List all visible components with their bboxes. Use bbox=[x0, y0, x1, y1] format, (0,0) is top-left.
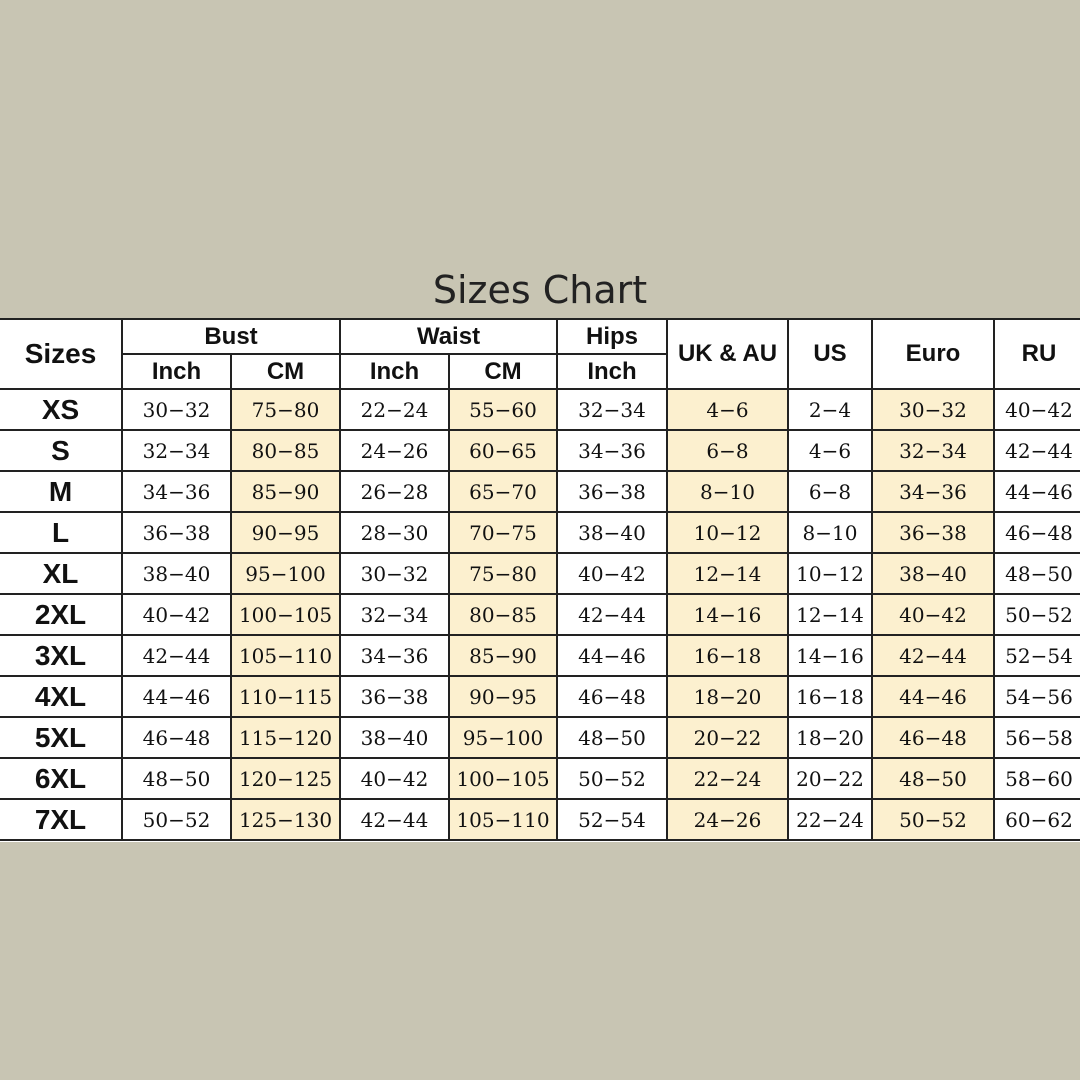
cell-bust-inch: 40−42 bbox=[122, 594, 231, 635]
table-row bbox=[0, 635, 1080, 676]
header-us: US bbox=[788, 319, 872, 389]
cell-euro: 36−38 bbox=[872, 512, 994, 553]
cell-euro: 44−46 bbox=[872, 676, 994, 717]
cell-uk-au: 18−20 bbox=[667, 676, 788, 717]
header-waist-cm: CM bbox=[449, 354, 557, 389]
cell-ru: 60−62 bbox=[994, 799, 1080, 840]
cell-bust-cm: 120−125 bbox=[231, 758, 340, 799]
cell-hips-inch: 42−44 bbox=[557, 594, 667, 635]
cell-uk-au: 22−24 bbox=[667, 758, 788, 799]
cell-euro: 48−50 bbox=[872, 758, 994, 799]
cell-us: 8−10 bbox=[788, 512, 872, 553]
cell-bust-inch: 38−40 bbox=[122, 553, 231, 594]
cell-size: 6XL bbox=[0, 758, 122, 799]
cell-bust-cm: 110−115 bbox=[231, 676, 340, 717]
cell-waist-cm: 90−95 bbox=[449, 676, 557, 717]
cell-waist-inch: 26−28 bbox=[340, 471, 449, 512]
cell-waist-inch: 24−26 bbox=[340, 430, 449, 471]
cell-us: 14−16 bbox=[788, 635, 872, 676]
cell-waist-inch: 28−30 bbox=[340, 512, 449, 553]
cell-hips-inch: 40−42 bbox=[557, 553, 667, 594]
header-sizes: Sizes bbox=[0, 319, 122, 389]
cell-us: 4−6 bbox=[788, 430, 872, 471]
cell-uk-au: 16−18 bbox=[667, 635, 788, 676]
cell-us: 6−8 bbox=[788, 471, 872, 512]
table-row bbox=[0, 799, 1080, 840]
cell-size: 2XL bbox=[0, 594, 122, 635]
cell-euro: 50−52 bbox=[872, 799, 994, 840]
cell-ru: 50−52 bbox=[994, 594, 1080, 635]
cell-bust-cm: 90−95 bbox=[231, 512, 340, 553]
cell-ru: 48−50 bbox=[994, 553, 1080, 594]
table-row bbox=[0, 512, 1080, 553]
table-row bbox=[0, 389, 1080, 430]
cell-hips-inch: 34−36 bbox=[557, 430, 667, 471]
cell-waist-cm: 105−110 bbox=[449, 799, 557, 840]
cell-bust-cm: 80−85 bbox=[231, 430, 340, 471]
cell-bust-inch: 46−48 bbox=[122, 717, 231, 758]
table-row bbox=[0, 553, 1080, 594]
cell-us: 16−18 bbox=[788, 676, 872, 717]
cell-euro: 46−48 bbox=[872, 717, 994, 758]
cell-ru: 52−54 bbox=[994, 635, 1080, 676]
cell-waist-cm: 55−60 bbox=[449, 389, 557, 430]
cell-uk-au: 8−10 bbox=[667, 471, 788, 512]
cell-bust-inch: 50−52 bbox=[122, 799, 231, 840]
header-ru: RU bbox=[994, 319, 1080, 389]
cell-hips-inch: 48−50 bbox=[557, 717, 667, 758]
cell-us: 18−20 bbox=[788, 717, 872, 758]
cell-uk-au: 10−12 bbox=[667, 512, 788, 553]
cell-uk-au: 6−8 bbox=[667, 430, 788, 471]
cell-bust-inch: 30−32 bbox=[122, 389, 231, 430]
cell-waist-inch: 40−42 bbox=[340, 758, 449, 799]
header-bust: Bust bbox=[122, 319, 340, 354]
cell-hips-inch: 36−38 bbox=[557, 471, 667, 512]
cell-hips-inch: 46−48 bbox=[557, 676, 667, 717]
cell-size: 7XL bbox=[0, 799, 122, 840]
cell-ru: 44−46 bbox=[994, 471, 1080, 512]
cell-waist-cm: 80−85 bbox=[449, 594, 557, 635]
cell-euro: 38−40 bbox=[872, 553, 994, 594]
cell-bust-inch: 48−50 bbox=[122, 758, 231, 799]
cell-waist-inch: 34−36 bbox=[340, 635, 449, 676]
cell-uk-au: 20−22 bbox=[667, 717, 788, 758]
table-row bbox=[0, 676, 1080, 717]
cell-waist-inch: 32−34 bbox=[340, 594, 449, 635]
cell-waist-cm: 85−90 bbox=[449, 635, 557, 676]
cell-waist-inch: 30−32 bbox=[340, 553, 449, 594]
cell-bust-inch: 36−38 bbox=[122, 512, 231, 553]
table-row bbox=[0, 758, 1080, 799]
cell-hips-inch: 38−40 bbox=[557, 512, 667, 553]
cell-euro: 42−44 bbox=[872, 635, 994, 676]
cell-us: 2−4 bbox=[788, 389, 872, 430]
table-row bbox=[0, 471, 1080, 512]
cell-hips-inch: 32−34 bbox=[557, 389, 667, 430]
cell-waist-inch: 22−24 bbox=[340, 389, 449, 430]
cell-bust-cm: 85−90 bbox=[231, 471, 340, 512]
cell-waist-cm: 70−75 bbox=[449, 512, 557, 553]
cell-waist-cm: 75−80 bbox=[449, 553, 557, 594]
chart-title: Sizes Chart bbox=[432, 268, 648, 312]
table-row bbox=[0, 717, 1080, 758]
cell-uk-au: 12−14 bbox=[667, 553, 788, 594]
cell-bust-inch: 42−44 bbox=[122, 635, 231, 676]
cell-euro: 34−36 bbox=[872, 471, 994, 512]
cell-waist-cm: 100−105 bbox=[449, 758, 557, 799]
cell-waist-cm: 95−100 bbox=[449, 717, 557, 758]
cell-ru: 46−48 bbox=[994, 512, 1080, 553]
cell-waist-inch: 36−38 bbox=[340, 676, 449, 717]
header-hips-inch: Inch bbox=[557, 354, 667, 389]
header-waist: Waist bbox=[340, 319, 557, 354]
cell-bust-cm: 75−80 bbox=[231, 389, 340, 430]
cell-euro: 30−32 bbox=[872, 389, 994, 430]
cell-uk-au: 14−16 bbox=[667, 594, 788, 635]
header-bust-cm: CM bbox=[231, 354, 340, 389]
cell-bust-inch: 34−36 bbox=[122, 471, 231, 512]
cell-size: 3XL bbox=[0, 635, 122, 676]
cell-waist-cm: 60−65 bbox=[449, 430, 557, 471]
size-table-container bbox=[0, 318, 1080, 842]
cell-size: L bbox=[0, 512, 122, 553]
cell-ru: 54−56 bbox=[994, 676, 1080, 717]
header-euro: Euro bbox=[872, 319, 994, 389]
cell-waist-cm: 65−70 bbox=[449, 471, 557, 512]
cell-us: 20−22 bbox=[788, 758, 872, 799]
cell-size: 5XL bbox=[0, 717, 122, 758]
cell-euro: 40−42 bbox=[872, 594, 994, 635]
cell-euro: 32−34 bbox=[872, 430, 994, 471]
size-rows bbox=[0, 389, 1080, 840]
cell-ru: 56−58 bbox=[994, 717, 1080, 758]
cell-uk-au: 24−26 bbox=[667, 799, 788, 840]
cell-bust-inch: 44−46 bbox=[122, 676, 231, 717]
header-hips: Hips bbox=[557, 319, 667, 354]
cell-bust-cm: 115−120 bbox=[231, 717, 340, 758]
cell-size: M bbox=[0, 471, 122, 512]
cell-waist-inch: 42−44 bbox=[340, 799, 449, 840]
cell-uk-au: 4−6 bbox=[667, 389, 788, 430]
cell-size: S bbox=[0, 430, 122, 471]
header-row-group bbox=[0, 319, 1080, 354]
size-table bbox=[0, 318, 1080, 841]
cell-ru: 42−44 bbox=[994, 430, 1080, 471]
cell-size: 4XL bbox=[0, 676, 122, 717]
cell-waist-inch: 38−40 bbox=[340, 717, 449, 758]
header-waist-inch: Inch bbox=[340, 354, 449, 389]
header-uk-au: UK & AU bbox=[667, 319, 788, 389]
cell-ru: 40−42 bbox=[994, 389, 1080, 430]
cell-bust-inch: 32−34 bbox=[122, 430, 231, 471]
cell-us: 12−14 bbox=[788, 594, 872, 635]
cell-bust-cm: 95−100 bbox=[231, 553, 340, 594]
cell-bust-cm: 100−105 bbox=[231, 594, 340, 635]
cell-hips-inch: 44−46 bbox=[557, 635, 667, 676]
header-bust-inch: Inch bbox=[122, 354, 231, 389]
cell-us: 22−24 bbox=[788, 799, 872, 840]
cell-size: XL bbox=[0, 553, 122, 594]
table-row bbox=[0, 430, 1080, 471]
cell-us: 10−12 bbox=[788, 553, 872, 594]
table-row bbox=[0, 594, 1080, 635]
cell-ru: 58−60 bbox=[994, 758, 1080, 799]
cell-bust-cm: 125−130 bbox=[231, 799, 340, 840]
cell-size: XS bbox=[0, 389, 122, 430]
cell-hips-inch: 52−54 bbox=[557, 799, 667, 840]
cell-bust-cm: 105−110 bbox=[231, 635, 340, 676]
cell-hips-inch: 50−52 bbox=[557, 758, 667, 799]
